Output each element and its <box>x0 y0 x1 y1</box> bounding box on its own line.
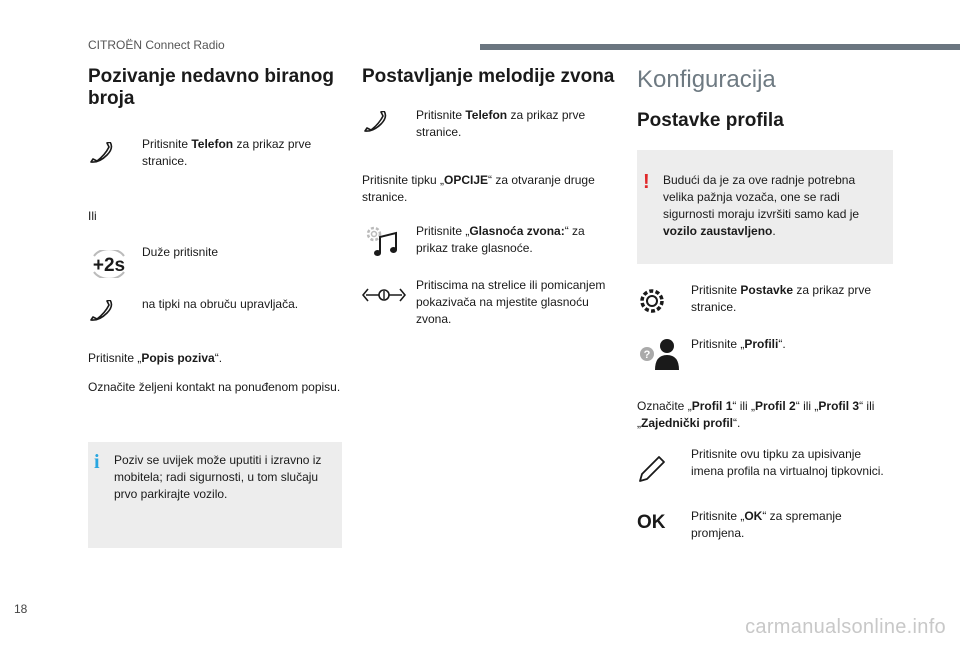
step-text: Pritisnite ovu tipku za upisivanje imena profila na virtualnoj tipkovnici. <box>691 447 884 478</box>
step-rename <box>637 446 893 484</box>
header-title: CITROËN Connect Radio <box>88 38 225 52</box>
info-note <box>88 442 342 548</box>
warning-note <box>637 150 893 264</box>
page-section-title: Konfiguracija <box>637 66 776 93</box>
ok-icon: OK <box>637 512 666 533</box>
header-rule <box>480 44 960 50</box>
gear-icon <box>637 282 691 316</box>
or-text: Ili <box>88 209 97 223</box>
column-ringtone <box>362 66 618 328</box>
step-select-contact: Označite željeni kontakt na ponuđenom popisu. <box>88 380 341 394</box>
section-heading: Postavljanje melodije zvona <box>362 66 615 87</box>
step-select-profile: Označite „Profil 1“ ili „Profil 2“ ili „Profil 3“ ili „Zajednički profil“. <box>637 399 875 430</box>
volume-slider-icon <box>362 277 416 305</box>
phone-handset-icon <box>362 107 416 133</box>
step-text: Pritisnite „Profili“. <box>691 337 786 351</box>
phone-handset-icon <box>88 296 142 322</box>
pencil-icon <box>637 446 691 484</box>
step-phone <box>88 136 342 170</box>
step-long-press <box>88 244 342 278</box>
step-call-list: Pritisnite „Popis poziva“. <box>88 351 223 365</box>
step-profiles <box>637 336 893 372</box>
step-phone <box>362 107 618 141</box>
step-text: Pritiscima na strelice ili pomicanjem pokazivača na mjestite glasnoću zvona. <box>416 278 606 326</box>
step-text: Duže pritisnite <box>142 245 219 259</box>
step-options: Pritisnite tipku „OPCIJE“ za otvaranje druge stranice. <box>362 173 595 204</box>
watermark: carmanualsonline.info <box>745 616 946 638</box>
step-adjust-volume <box>362 277 618 328</box>
step-text: Pritisnite Telefon za prikaz prve stranice. <box>416 108 586 139</box>
warning-note-text: Budući da je za ove radnje potrebna velika pažnja vozača, one se radi sigurnosti moraju izvršiti samo kad je vozilo zaustavljeno. <box>663 173 860 238</box>
step-text: na tipki na obruču upravljača. <box>142 297 299 311</box>
page-number: 18 <box>14 602 28 616</box>
step-text: Pritisnite Postavke za prikaz prve stranice. <box>691 283 872 314</box>
section-heading: Pozivanje nedavno biranog broja <box>88 66 334 109</box>
step-text: Pritisnite „OK“ za spremanje promjena. <box>691 509 842 540</box>
step-ringtone-volume <box>362 223 618 259</box>
long-press-icon <box>88 244 142 278</box>
profile-icon <box>637 336 691 372</box>
column-configuration <box>637 66 893 542</box>
column-recent-call <box>88 66 342 548</box>
step-text: Pritisnite Telefon za prikaz prve stranice. <box>142 137 312 168</box>
warning-icon: ! <box>643 171 650 193</box>
svg-text:?: ? <box>643 349 651 361</box>
step-ok <box>637 508 893 542</box>
svg-text:+2s: +2s <box>92 255 126 276</box>
step-settings <box>637 282 893 316</box>
settings-music-icon <box>362 223 416 259</box>
phone-handset-icon <box>88 136 142 164</box>
step-steering <box>88 296 342 322</box>
step-text: Pritisnite „Glasnoća zvona:“ za prikaz trake glasnoće. <box>416 224 585 255</box>
section-heading: Postavke profila <box>637 110 784 131</box>
info-icon: i <box>94 451 100 473</box>
info-note-text: Poziv se uvijek može uputiti i izravno iz mobitela; radi sigurnosti, u tom slučaju prvo parkirajte vozilo. <box>114 453 322 501</box>
